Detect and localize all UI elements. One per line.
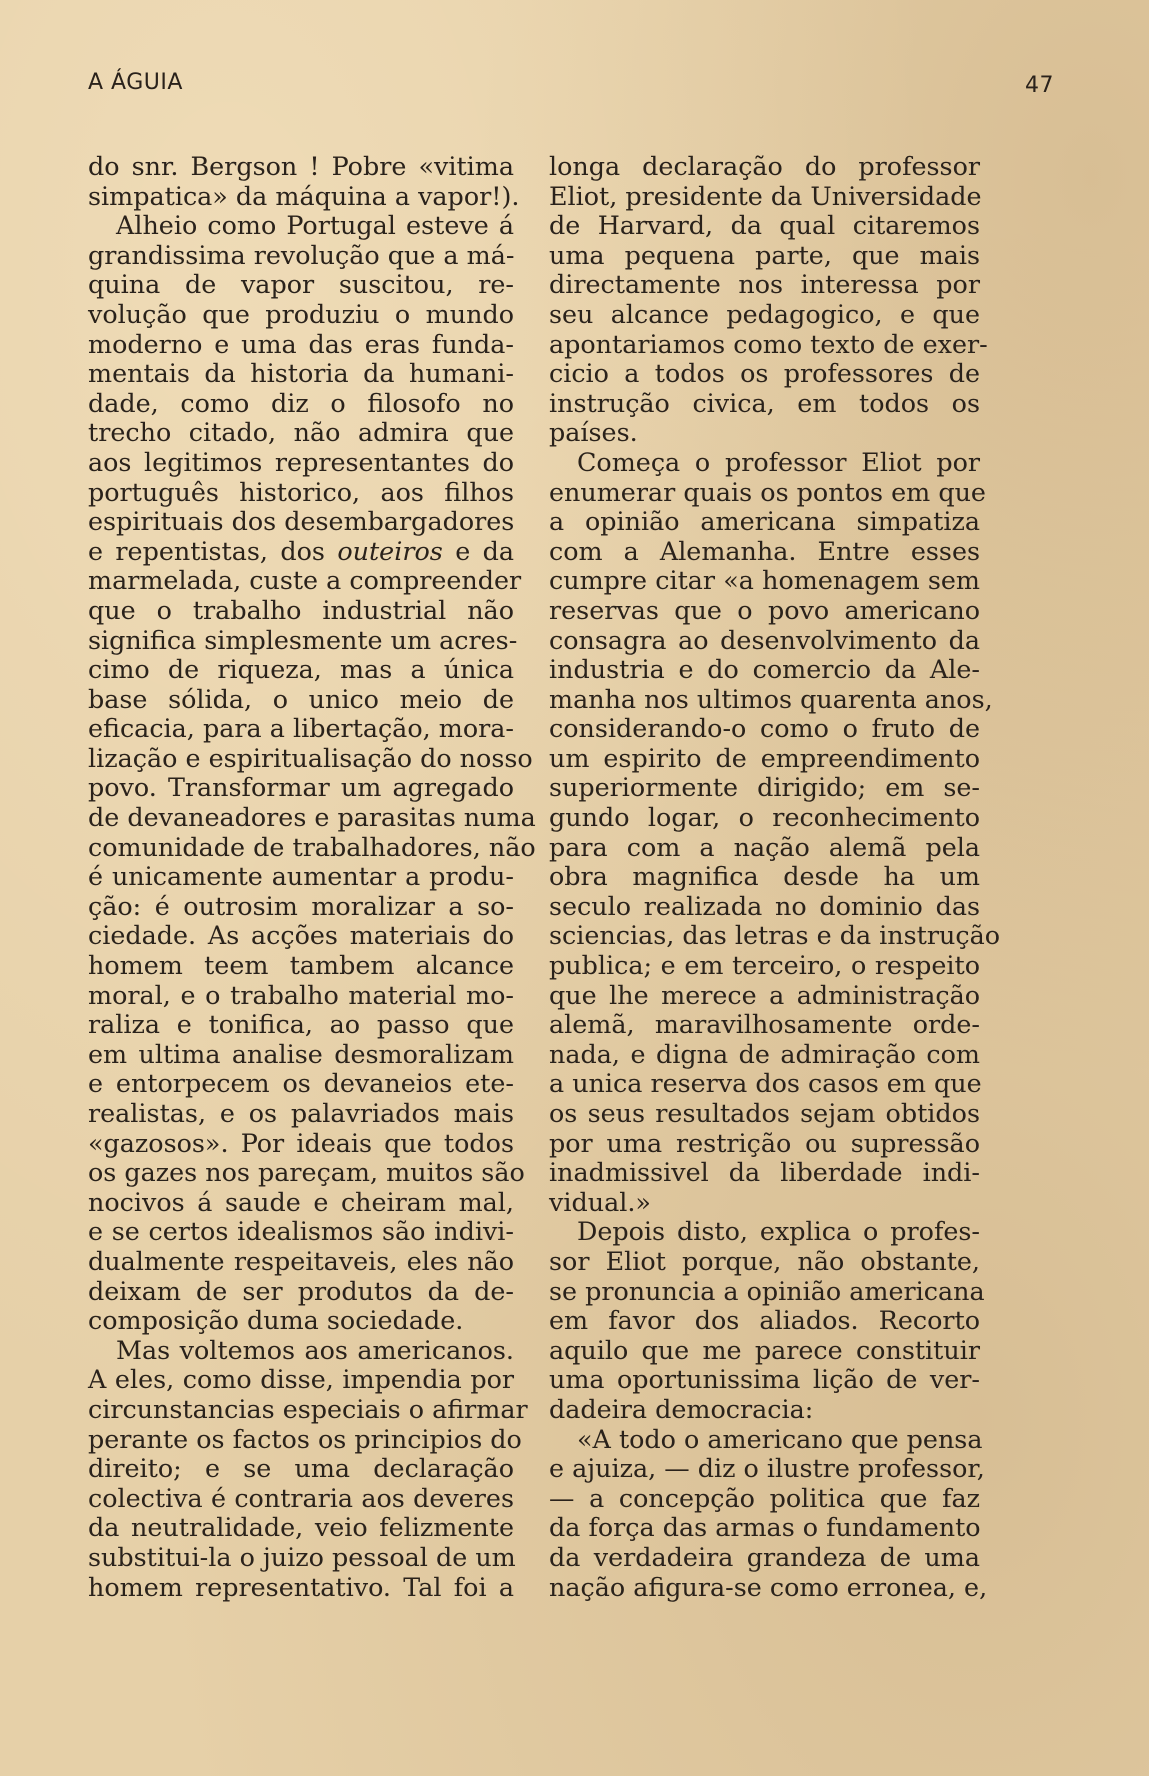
text-line: é unicamente aumentar a produ-: [88, 861, 514, 892]
text-line: para com a nação alemã pela: [549, 831, 980, 862]
text-line: de Harvard, da qual citaremos: [549, 210, 980, 241]
text-line: da verdadeira grandeza de uma: [549, 1541, 980, 1572]
text-line: cicio a todos os professores de: [549, 358, 980, 389]
text-line: longa declaração do professor: [549, 151, 980, 181]
text-line: circunstancias especiais o afirmar: [88, 1393, 528, 1424]
text-line: consagra ao desenvolvimento da: [549, 624, 980, 655]
text-fragment: e da: [455, 535, 514, 566]
text-line: «gazosos». Por ideais que todos: [88, 1127, 514, 1158]
text-line: dadeira democracia:: [549, 1393, 814, 1424]
text-line: deixam de ser produtos da de-: [88, 1275, 514, 1306]
text-line: volução que produziu o mundo: [88, 298, 514, 329]
text-line: se pronuncia a opinião americana: [549, 1275, 985, 1306]
text-line: base sólida, o unico meio de: [88, 683, 514, 714]
text-line: Alheio como Portugal esteve á: [116, 210, 514, 241]
text-line: e se certos idealismos são indivi-: [88, 1216, 514, 1247]
text-line: «A todo o americano que pensa: [577, 1423, 983, 1454]
text-line: substitui-la o juizo pessoal de um: [88, 1541, 516, 1572]
text-line: quina de vapor suscitou, re-: [88, 269, 514, 300]
text-line: perante os factos os principios do: [88, 1423, 522, 1454]
text-line: português historico, aos filhos: [88, 476, 514, 507]
text-line: dualmente respeitaveis, eles não: [88, 1245, 514, 1276]
text-line: apontariamos como texto de exer-: [549, 328, 988, 359]
text-line: e ajuiza, — diz o ilustre professor,: [549, 1453, 985, 1484]
text-line: seculo realizada no dominio das: [549, 890, 980, 921]
text-line: moderno e uma das eras funda-: [88, 328, 514, 359]
text-line: nocivos á saude e cheiram mal,: [88, 1186, 514, 1217]
text-line: simpatica» da máquina a vapor!).: [88, 180, 520, 211]
text-line: A eles, como disse, impendia por: [88, 1364, 514, 1395]
text-line: seu alcance pedagogico, e que: [549, 298, 980, 329]
text-line: lização e espiritualisação do nosso: [88, 742, 533, 773]
text-line: instrução civica, em todos os: [549, 387, 980, 418]
text-line: vidual.»: [549, 1186, 651, 1217]
text-line: os gazes nos pareçam, muitos são: [88, 1157, 525, 1188]
text-line: uma pequena parte, que mais: [549, 239, 980, 270]
text-line: sor Eliot porque, não obstante,: [549, 1245, 980, 1276]
text-line: homem representativo. Tal foi a: [88, 1571, 514, 1602]
text-line: países.: [549, 417, 638, 448]
text-line: espirituais dos desembargadores: [88, 506, 515, 537]
page-number: 47: [1025, 73, 1054, 98]
text-line: composição duma sociedade.: [88, 1305, 464, 1336]
text-line: aos legitimos representantes do: [88, 446, 514, 477]
text-line: colectiva é contraria aos deveres: [88, 1482, 514, 1513]
text-line: um espirito de empreendimento: [549, 742, 980, 773]
text-line: Mas voltemos aos americanos.: [116, 1334, 514, 1365]
text-line: que o trabalho industrial não: [88, 594, 514, 625]
text-line: em ultima analise desmoralizam: [88, 1038, 514, 1069]
text-line: realistas, e os palavriados mais: [88, 1098, 514, 1128]
journal-title: A ÁGUIA: [88, 70, 183, 95]
text-line: ciedade. As acções materiais do: [88, 920, 514, 951]
text-line-with-italic: [88, 537, 514, 567]
text-line: publica; e em terceiro, o respeito: [549, 950, 980, 981]
text-line: homem teem tambem alcance: [88, 950, 514, 981]
text-line: marmelada, custe a compreender: [88, 565, 522, 596]
text-line: — a concepção politica que faz: [549, 1482, 980, 1513]
text-line: directamente nos interessa por: [549, 269, 980, 300]
text-line: em favor dos aliados. Recorto: [549, 1305, 980, 1336]
text-line: os seus resultados sejam obtidos: [549, 1098, 980, 1128]
text-line: grandissima revolução que a má-: [88, 239, 515, 270]
text-line: sciencias, das letras e da instrução: [549, 920, 1001, 951]
text-line: alemã, maravilhosamente orde-: [549, 1009, 980, 1040]
text-line: comunidade de trabalhadores, não: [88, 831, 536, 862]
text-line: considerando-o como o fruto de: [549, 713, 980, 744]
italic-word: outeiros: [337, 535, 443, 566]
text-line: obra magnifica desde ha um: [549, 861, 980, 892]
left-column: [88, 151, 536, 1602]
text-line: mentais da historia da humani-: [88, 358, 514, 389]
text-line: gundo logar, o reconhecimento: [549, 802, 980, 833]
text-line: Eliot, presidente da Universidade: [549, 180, 982, 211]
text-line: enumerar quais os pontos em que: [549, 476, 986, 507]
text-line: trecho citado, não admira que: [88, 417, 514, 448]
text-line: cimo de riqueza, mas a única: [88, 654, 514, 685]
right-column: [549, 151, 1001, 1602]
text-line: direito; e se uma declaração: [88, 1453, 514, 1484]
text-line: superiormente dirigido; em se-: [549, 772, 980, 803]
text-line: manha nos ultimos quarenta anos,: [549, 683, 993, 714]
text-line: que lhe merece a administração: [549, 979, 980, 1010]
text-line: significa simplesmente um acres-: [88, 624, 518, 655]
running-header: [88, 70, 1054, 100]
text-line: inadmissivel da liberdade indi-: [549, 1157, 980, 1188]
text-line: da força das armas o fundamento: [549, 1512, 981, 1543]
text-line: industria e do comercio da Ale-: [549, 654, 980, 685]
text-line: uma oportunissima lição de ver-: [549, 1364, 980, 1395]
text-line: por uma restrição ou supressão: [549, 1127, 980, 1158]
text-line: dade, como diz o filosofo no: [88, 387, 514, 418]
text-line: moral, e o trabalho material mo-: [88, 979, 514, 1010]
text-line: do snr. Bergson ! Pobre «vitima: [88, 151, 514, 181]
text-line: e entorpecem os devaneios ete-: [88, 1068, 514, 1099]
text-line: a opinião americana simpatiza: [549, 506, 980, 537]
text-line: ção: é outrosim moralizar a so-: [88, 890, 514, 921]
text-line: nação afigura-se como erronea, e,: [549, 1571, 988, 1602]
text-line: nada, e digna de admiração com: [549, 1038, 980, 1069]
text-line: reservas que o povo americano: [549, 594, 980, 625]
text-line: Começa o professor Eliot por: [577, 446, 980, 477]
text-line: de devaneadores e parasitas numa: [88, 802, 536, 833]
text-line: da neutralidade, veio felizmente: [88, 1512, 514, 1543]
text-line: povo. Transformar um agregado: [88, 772, 514, 803]
text-line: a unica reserva dos casos em que: [549, 1068, 982, 1099]
text-line: Depois disto, explica o profes-: [577, 1216, 980, 1247]
text-line: raliza e tonifica, ao passo que: [88, 1009, 514, 1040]
text-line: com a Alemanha. Entre esses: [549, 535, 980, 566]
text-line: eficacia, para a libertação, mora-: [88, 713, 514, 744]
text-line: cumpre citar «a homenagem sem: [549, 565, 980, 596]
text-line: aquilo que me parece constituir: [549, 1334, 980, 1365]
text-fragment: e repentistas, dos: [88, 535, 325, 566]
